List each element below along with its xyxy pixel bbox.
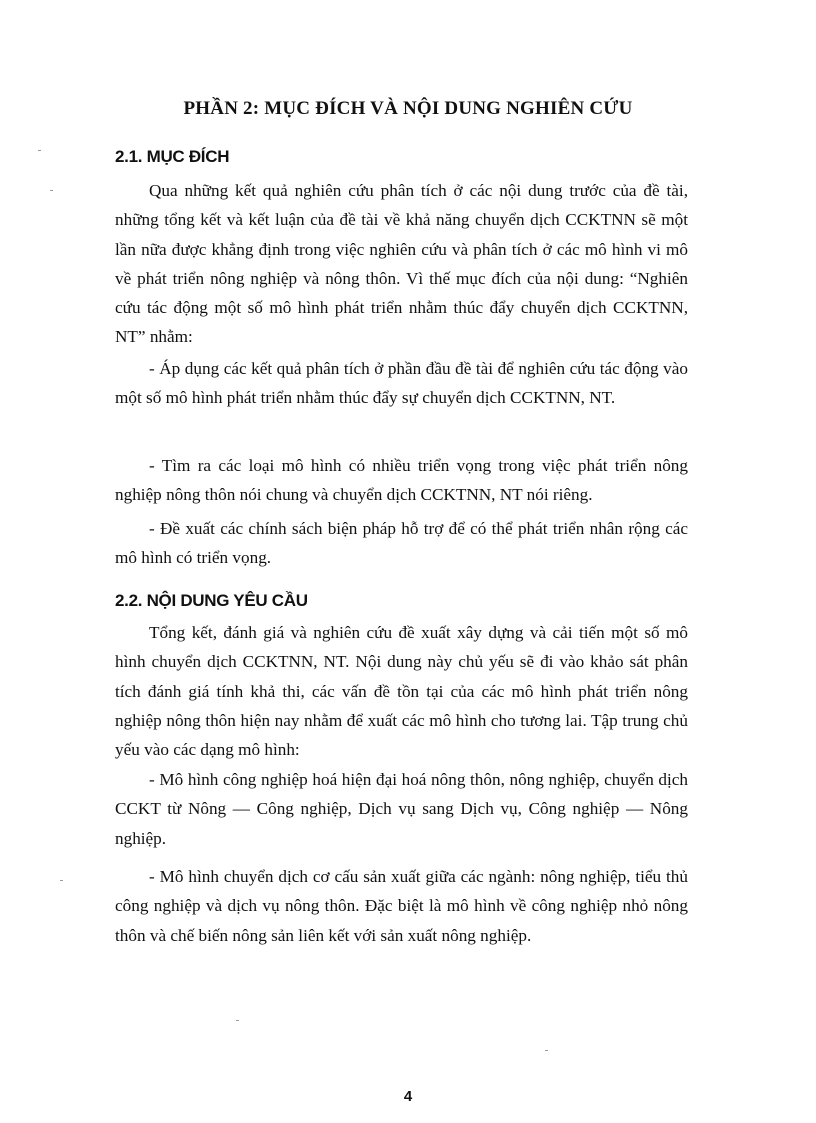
paragraph-content-intro: Tổng kết, đánh giá và nghiên cứu đề xuất xây dựng và cải tiến một số mô hình chuyển dịch CCKTNN, NT. Nội dung này chủ yếu sẽ đi vào khảo sát phân tích đánh giá tính khả thi, các vấn đề tồn tại của các mô hình phát triển nông nghiệp nông thôn hiện nay nhằm để xuất các mô hình cho tương lai. Tập trung chủ yếu vào các dạng mô hình: xyxy=(115,623,688,760)
scan-speck xyxy=(236,1020,239,1021)
scan-speck xyxy=(50,190,53,191)
page-title: PHẦN 2: MỤC ĐÍCH VÀ NỘI DUNG NGHIÊN CỨU xyxy=(183,98,633,119)
scan-speck xyxy=(60,880,63,881)
paragraph-purpose-intro: Qua những kết quả nghiên cứu phân tích ở các nội dung trước của đề tài, những tổng kết và kết luận của đề tài về khả năng chuyển dịch CCKTNN sẽ một lần nữa được khẳng định trong việc nghiên cứu và phân tích ở các mô hình vi mô về phát triển nông nghiệp và nông thôn. Vì thế mục đích của nội dung: “Nghiên cứu tác động một số mô hình phát triển nhằm thúc đẩy chuyển dịch CCKTNN, NT” nhằm: xyxy=(115,181,688,347)
paragraph-purpose-item-1: - Áp dụng các kết quả phân tích ở phần đầu đề tài để nghiên cứu tác động vào một số mô hình phát triển nhằm thúc đẩy sự chuyển dịch CCKTNN, NT. xyxy=(115,359,688,408)
paragraph-content-item-1: - Mô hình công nghiệp hoá hiện đại hoá nông thôn, nông nghiệp, chuyển dịch CCKT từ Nông — Công nghiệp, Dịch vụ sang Dịch vụ, Công nghiệp — Nông nghiệp. xyxy=(115,770,688,848)
paragraph-purpose-item-2: - Tìm ra các loại mô hình có nhiều triển vọng trong việc phát triển nông nghiệp nông thôn nói chung và chuyển dịch CCKTNN, NT nói riêng. xyxy=(115,456,688,505)
paragraph-purpose-item-3: - Đề xuất các chính sách biện pháp hỗ trợ để có thể phát triển nhân rộng các mô hình có triển vọng. xyxy=(115,519,688,568)
section-heading-content: 2.2. NỘI DUNG YÊU CẦU xyxy=(115,591,308,610)
paragraph-content-item-2: - Mô hình chuyển dịch cơ cấu sản xuất giữa các ngành: nông nghiệp, tiểu thủ công nghiệp và dịch vụ nông thôn. Đặc biệt là mô hình về công nghiệp nhỏ nông thôn và chế biến nông sản liên kết với sản xuất nông nghiệp. xyxy=(115,867,688,945)
section-heading-purpose: 2.1. MỤC ĐÍCH xyxy=(115,147,230,166)
page-number: 4 xyxy=(403,1088,413,1105)
scan-speck xyxy=(545,1050,548,1051)
scan-speck xyxy=(38,150,41,151)
